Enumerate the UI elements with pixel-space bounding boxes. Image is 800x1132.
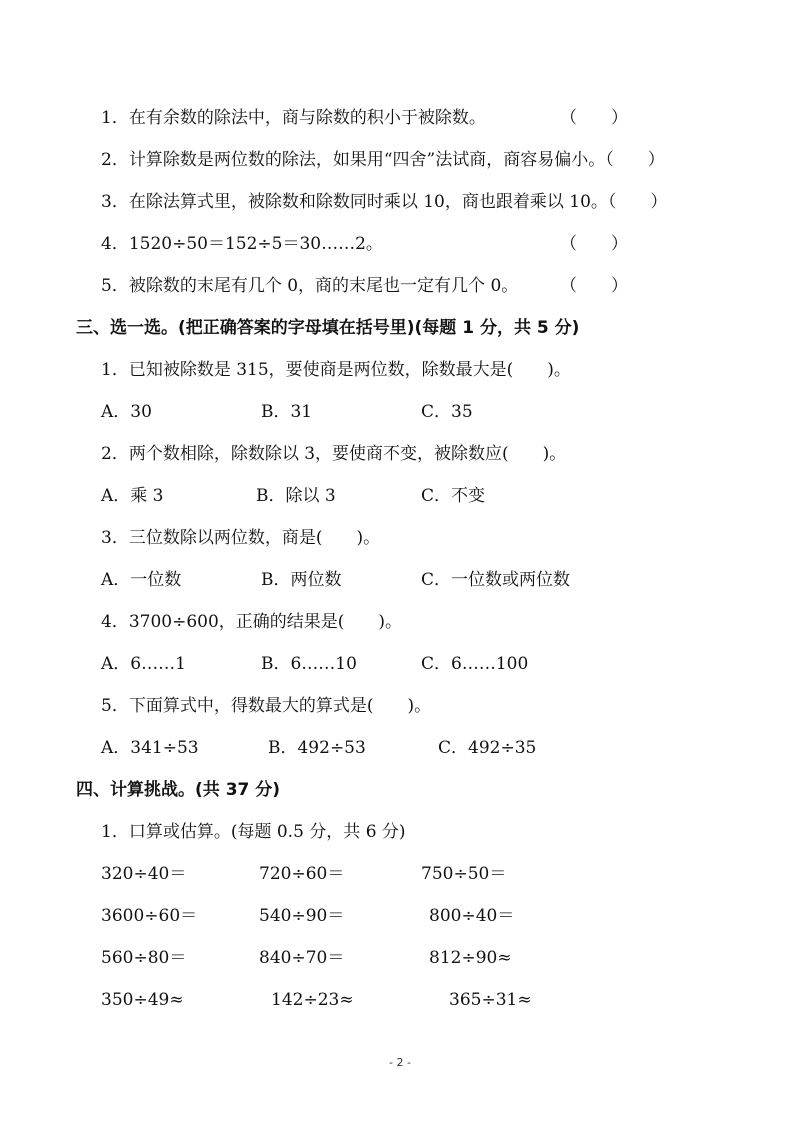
subquestion-1-title: 1．口算或估算。(每题 0.5 分，共 6 分): [101, 822, 406, 842]
option-a[interactable]: A．乘 3: [101, 486, 164, 506]
option-b[interactable]: B．492÷53: [268, 738, 366, 758]
judge-question-text: 2．计算除数是两位数的除法，如果用“四舍”法试商，商容易偏小。（ ）: [101, 150, 665, 170]
calc-item: 840÷70＝: [259, 948, 345, 968]
option-a[interactable]: A．30: [101, 402, 152, 422]
section-4-title: 四、计算挑战。(共 37 分): [76, 780, 281, 800]
option-c[interactable]: C．492÷35: [438, 738, 537, 758]
section-3-title: 三、选一选。(把正确答案的字母填在括号里)(每题 1 分，共 5 分): [76, 318, 580, 338]
answer-blank[interactable]: （ ）: [560, 108, 628, 128]
option-c[interactable]: C．35: [421, 402, 473, 422]
option-a[interactable]: A．6……1: [101, 654, 186, 674]
choice-question-text: 1．已知被除数是 315，要使商是两位数，除数最大是( )。: [101, 360, 571, 380]
option-b[interactable]: B．31: [261, 402, 313, 422]
option-b[interactable]: B．两位数: [261, 570, 342, 590]
option-a[interactable]: A．一位数: [101, 570, 182, 590]
calc-item: 812÷90≈: [429, 948, 512, 968]
calc-item: 750÷50＝: [421, 864, 507, 884]
calc-item: 3600÷60＝: [101, 906, 198, 926]
judge-question-text: 3．在除法算式里，被除数和除数同时乘以 10，商也跟着乘以 10。（ ）: [101, 192, 668, 212]
option-b[interactable]: B．除以 3: [256, 486, 336, 506]
answer-blank[interactable]: （ ）: [560, 276, 628, 296]
choice-question-text: 4．3700÷600，正确的结果是( )。: [101, 612, 403, 632]
calc-item: 800÷40＝: [429, 906, 515, 926]
choice-question-text: 3．三位数除以两位数，商是( )。: [101, 528, 381, 548]
calc-item: 540÷90＝: [259, 906, 345, 926]
choice-question-text: 5．下面算式中，得数最大的算式是( )。: [101, 696, 432, 716]
calc-item: 320÷40＝: [101, 864, 187, 884]
calc-item: 350÷49≈: [101, 990, 184, 1010]
option-c[interactable]: C．不变: [421, 486, 486, 506]
judge-question-text: 5．被除数的末尾有几个 0，商的末尾也一定有几个 0。: [101, 276, 519, 296]
page-number: - 2 -: [389, 1056, 411, 1069]
calc-item: 142÷23≈: [271, 990, 354, 1010]
option-a[interactable]: A．341÷53: [101, 738, 199, 758]
option-b[interactable]: B．6……10: [261, 654, 357, 674]
answer-blank[interactable]: （ ）: [560, 234, 628, 254]
option-c[interactable]: C．一位数或两位数: [421, 570, 571, 590]
calc-item: 560÷80＝: [101, 948, 187, 968]
option-c[interactable]: C．6……100: [421, 654, 529, 674]
calc-item: 365÷31≈: [449, 990, 532, 1010]
calc-item: 720÷60＝: [259, 864, 345, 884]
judge-question-text: 4．1520÷50＝152÷5＝30……2。: [101, 234, 383, 254]
choice-question-text: 2．两个数相除，除数除以 3，要使商不变，被除数应( )。: [101, 444, 567, 464]
judge-question-text: 1．在有余数的除法中，商与除数的积小于被除数。: [101, 108, 486, 128]
